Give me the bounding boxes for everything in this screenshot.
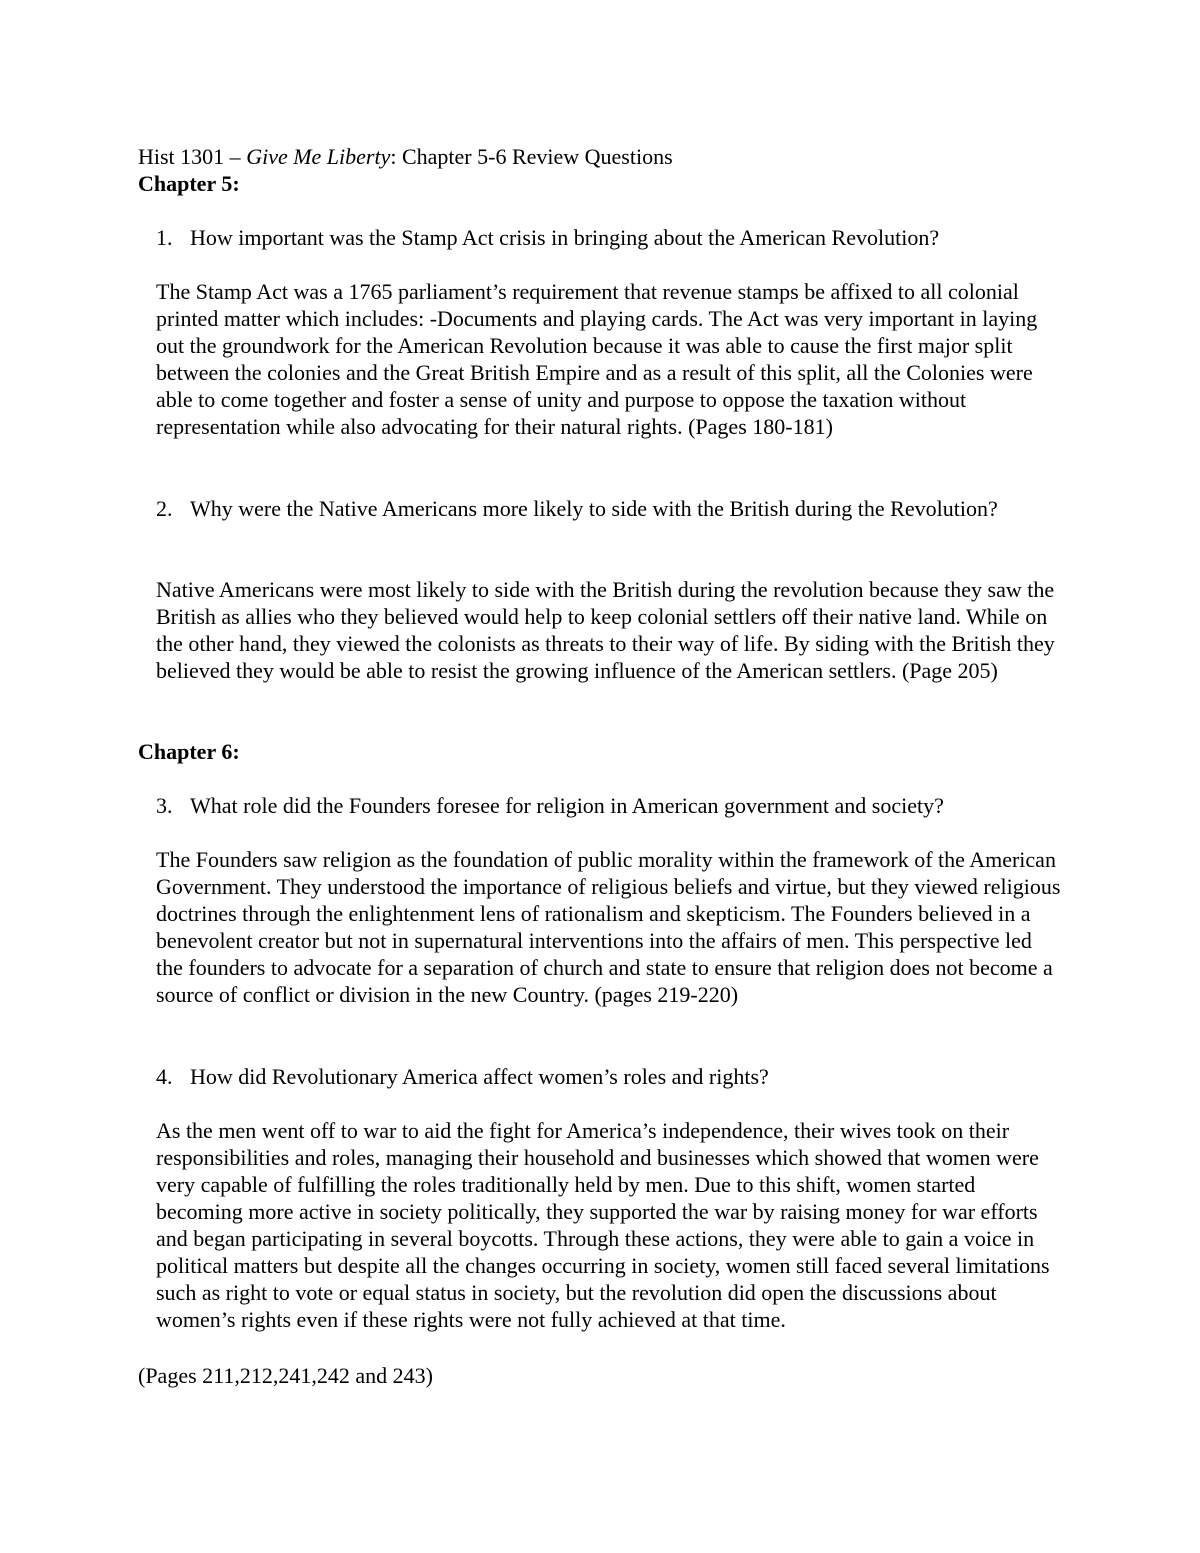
document-title	[138, 143, 673, 170]
question-text: How did Revolutionary America affect women’s roles and rights?	[190, 1064, 769, 1089]
question-3	[156, 792, 1056, 819]
question-1	[156, 224, 1056, 251]
answer-2: Native Americans were most likely to side with the British during the revolution because they saw the British as allies who they believed would help to keep colonial settlers off their native land. While on the other hand, they viewed the colonists as threats to their way of life. By siding with the British they believed they would be able to resist the growing influence of the American settlers. (Page 205)	[156, 577, 1055, 683]
title-prefix: Hist 1301 –	[138, 144, 247, 169]
question-number: 1.	[156, 225, 173, 250]
question-2	[156, 495, 1056, 522]
question-text: Why were the Native Americans more likely to side with the British during the Revolution?	[190, 496, 998, 521]
answer-4: As the men went off to war to aid the fight for America’s independence, their wives took on their responsibilities and roles, managing their household and businesses which showed that women were very capable of fulfilling the roles traditionally held by men. Due to this shift, women started becoming more active in society politically, they supported the war by raising money for war efforts and began participating in several boycotts. Through these actions, they were able to gain a voice in political matters but despite all the changes occurring in society, women still faced several limitations such as right to vote or equal status in society, but the revolution did open the discussions about women’s rights even if these rights were not fully achieved at that time.	[156, 1118, 1050, 1332]
question-number: 2.	[156, 496, 173, 521]
question-number: 3.	[156, 793, 173, 818]
question-number: 4.	[156, 1064, 173, 1089]
answer-3: The Founders saw religion as the foundation of public morality within the framework of the American Government. They understood the importance of religious beliefs and virtue, but they viewed religious doctrines through the enlightenment lens of rationalism and skepticism. The Founders believed in a benevolent creator but not in supernatural interventions into the affairs of men. This perspective led the founders to advocate for a separation of church and state to ensure that religion does not become a source of conflict or division in the new Country. (pages 219-220)	[156, 847, 1061, 1007]
chapter-5-heading: Chapter 5:	[138, 171, 240, 196]
book-title: Give Me Liberty	[246, 144, 391, 169]
answer-1: The Stamp Act was a 1765 parliament’s requirement that revenue stamps be affixed to all colonial printed matter which includes: -Documents and playing cards. The Act was very important in laying out the groundwork for the American Revolution because it was able to cause the first major split between the colonies and the Great British Empire and as a result of this split, all the Colonies were able to come together and foster a sense of unity and purpose to oppose the taxation without representation while also advocating for their natural rights. (Pages 180-181)	[156, 279, 1038, 439]
question-4	[156, 1063, 1056, 1090]
title-suffix: : Chapter 5-6 Review Questions	[390, 144, 673, 169]
answer-4-citation: (Pages 211,212,241,242 and 243)	[138, 1363, 433, 1388]
chapter-6-heading: Chapter 6:	[138, 739, 240, 764]
question-text: What role did the Founders foresee for religion in American government and society?	[190, 793, 944, 818]
question-text: How important was the Stamp Act crisis in bringing about the American Revolution?	[190, 225, 940, 250]
